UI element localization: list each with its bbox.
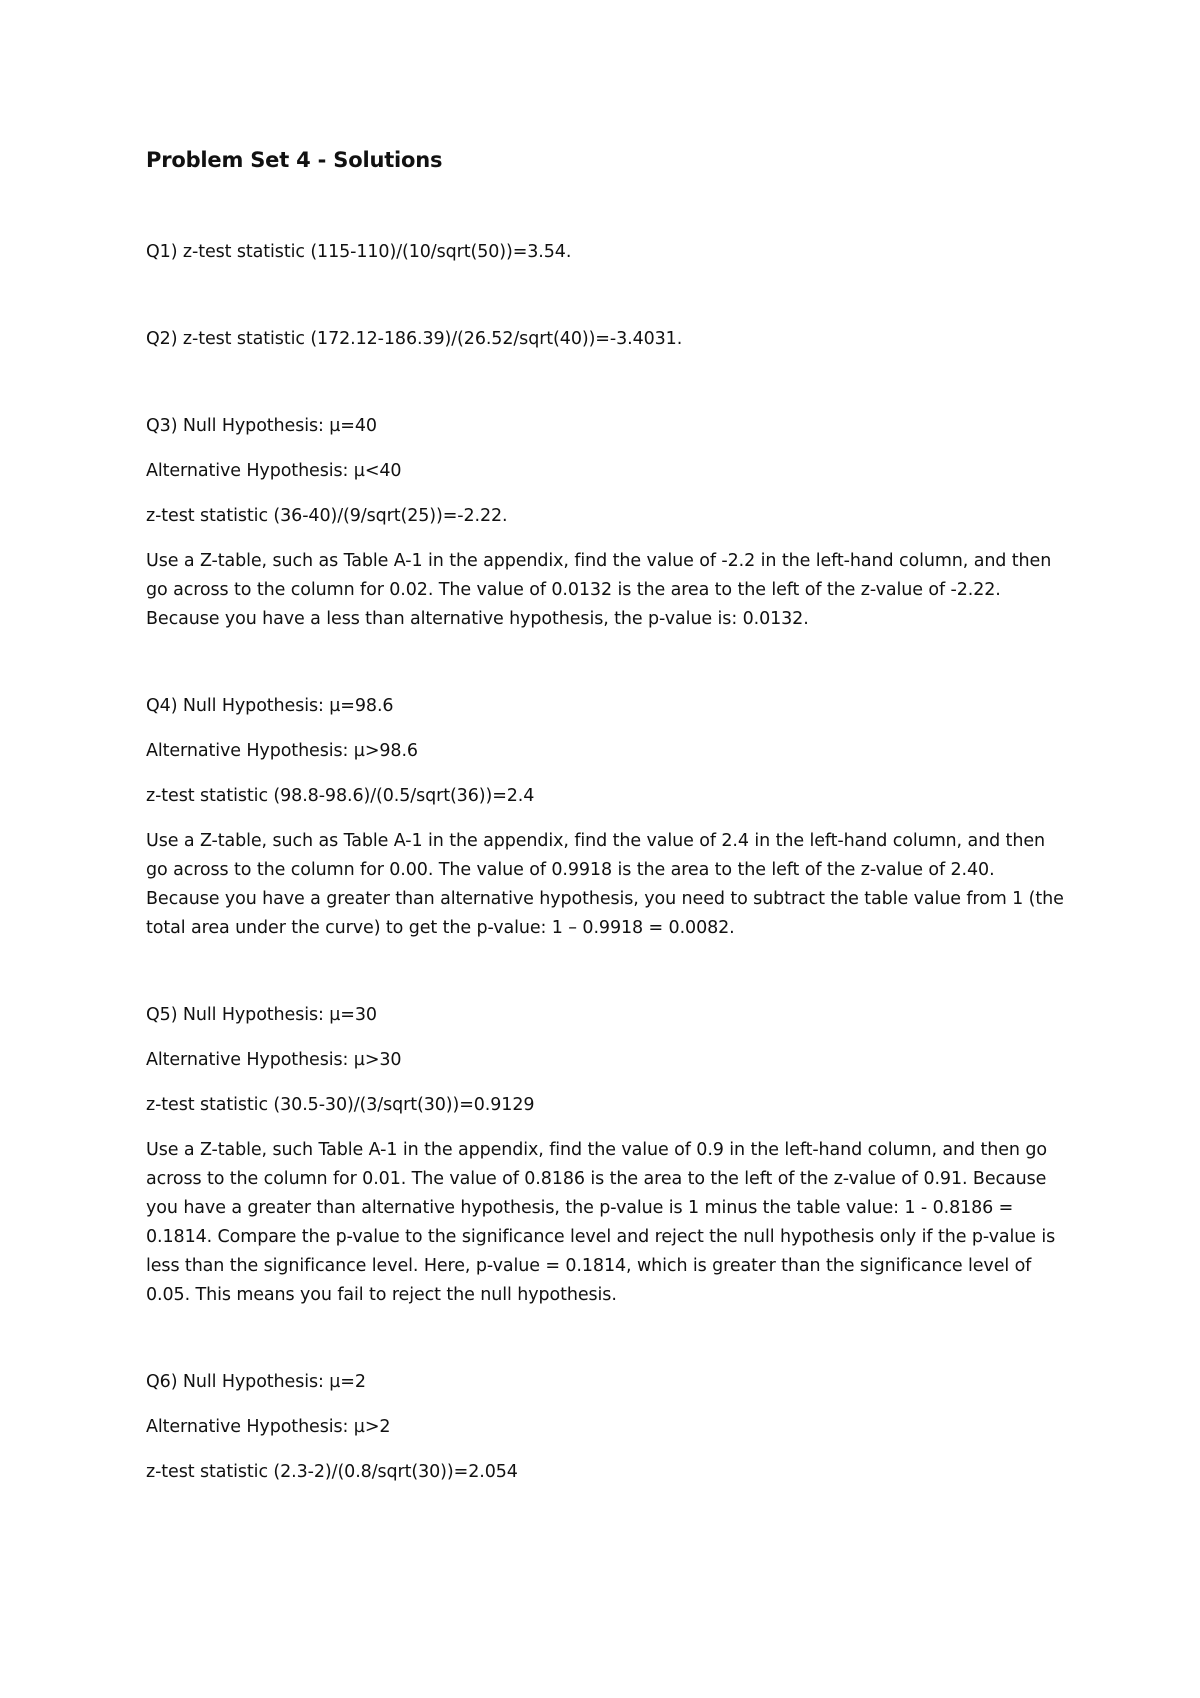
question-1 [146, 238, 1066, 267]
spacer [146, 650, 1066, 692]
spacer [146, 1326, 1066, 1368]
question-2 [146, 325, 1066, 354]
question-6 [146, 1368, 1066, 1487]
question-3 [146, 412, 1066, 634]
q2-statistic: Q2) z-test statistic (172.12-186.39)/(26.52/sqrt(40))=-3.4031. [146, 329, 683, 349]
q6-statistic: z-test statistic (2.3-2)/(0.8/sqrt(30))=2.054 [146, 1462, 518, 1482]
q5-null-hypothesis: Q5) Null Hypothesis: µ=30 [146, 1005, 377, 1025]
q6-alternative-hypothesis: Alternative Hypothesis: µ>2 [146, 1417, 391, 1437]
q3-null-hypothesis: Q3) Null Hypothesis: µ=40 [146, 416, 377, 436]
q3-alternative-hypothesis: Alternative Hypothesis: µ<40 [146, 461, 402, 481]
q4-null-hypothesis: Q4) Null Hypothesis: µ=98.6 [146, 696, 394, 716]
page-title: Problem Set 4 - Solutions [146, 148, 443, 172]
question-5 [146, 1001, 1066, 1310]
q5-alternative-hypothesis: Alternative Hypothesis: µ>30 [146, 1050, 402, 1070]
document-content [146, 146, 1066, 1503]
q5-explanation: Use a Z-table, such Table A-1 in the appendix, find the value of 0.9 in the left-hand column, and then go across to the column for 0.01. The value of 0.8186 is the area to the left of the z-value of 0.91. Because you have a greater than alternative hypothesis, the p-value is 1 minus the table value: 1 - 0.8186 = 0.1814. Compare the p-value to the significance level and reject the null hypothesis only if the p-value is less than the significance level. Here, p-value = 0.1814, which is greater than the significance level of 0.05. This means you fail to reject the null hypothesis. [146, 1140, 1056, 1305]
spacer [146, 370, 1066, 412]
spacer [146, 283, 1066, 325]
q1-statistic: Q1) z-test statistic (115-110)/(10/sqrt(50))=3.54. [146, 242, 572, 262]
q3-statistic: z-test statistic (36-40)/(9/sqrt(25))=-2.22. [146, 506, 508, 526]
spacer [146, 959, 1066, 1001]
q4-alternative-hypothesis: Alternative Hypothesis: µ>98.6 [146, 741, 418, 761]
q5-statistic: z-test statistic (30.5-30)/(3/sqrt(30))=0.9129 [146, 1095, 535, 1115]
question-4 [146, 692, 1066, 943]
q6-null-hypothesis: Q6) Null Hypothesis: µ=2 [146, 1372, 366, 1392]
q4-statistic: z-test statistic (98.8-98.6)/(0.5/sqrt(36))=2.4 [146, 786, 535, 806]
q3-explanation: Use a Z-table, such as Table A-1 in the appendix, find the value of -2.2 in the left-hand column, and then go across to the column for 0.02. The value of 0.0132 is the area to the left of the z-value of -2.22. Because you have a less than alternative hypothesis, the p-value is: 0.0132. [146, 551, 1052, 629]
q4-explanation: Use a Z-table, such as Table A-1 in the appendix, find the value of 2.4 in the left-hand column, and then go across to the column for 0.00. The value of 0.9918 is the area to the left of the z-value of 2.40. Because you have a greater than alternative hypothesis, you need to subtract the table value from 1 (the total area under the curve) to get the p-value: 1 – 0.9918 = 0.0082. [146, 831, 1064, 938]
